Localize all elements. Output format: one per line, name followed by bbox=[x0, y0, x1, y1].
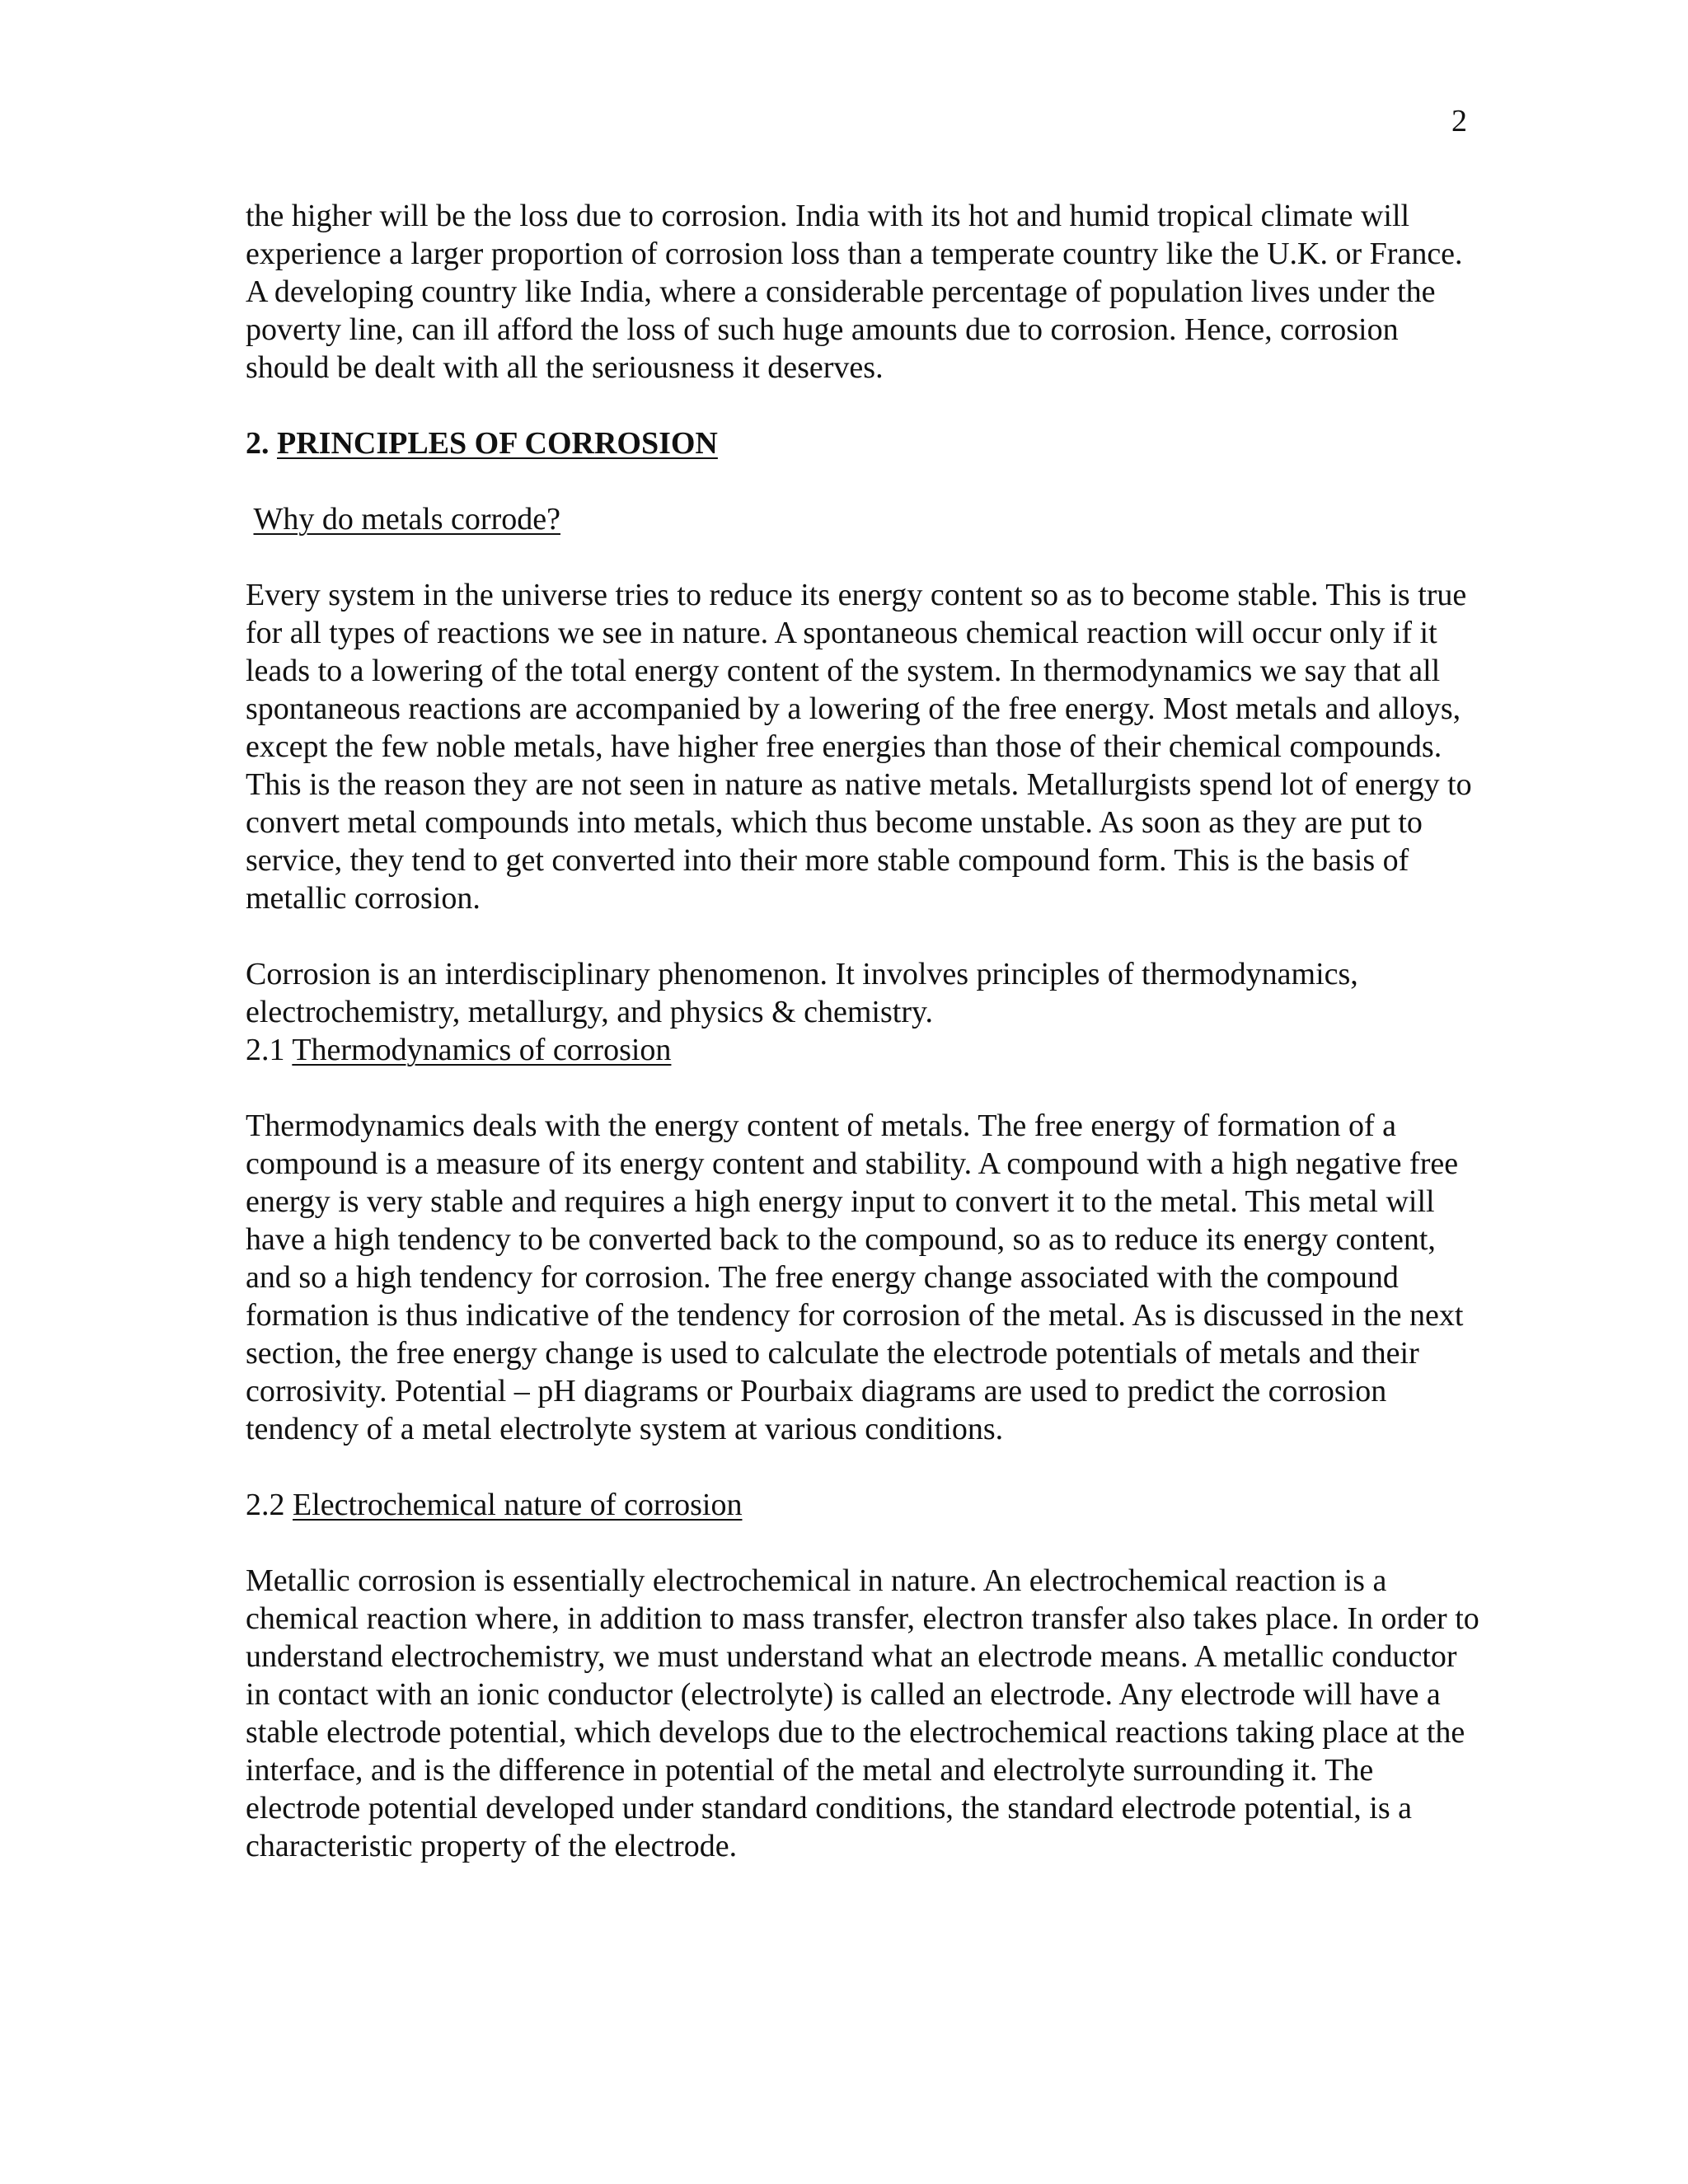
paragraph-electrochemical: Metallic corrosion is essentially electrochemical in nature. An electrochemical reaction is a chemical reaction where, in addition to mass transfer, electron transfer also takes place. In order to understand electrochemistry, we must understand what an electrode means. A metallic conductor in contact with an ionic conductor (electrolyte) is called an electrode. Any electrode will have a stable electrode potential, which develops due to the electrochemical reactions taking place at the interface, and is the difference in potential of the metal and electrolyte surrounding it. The electrode potential developed under standard conditions, the standard electrode potential, is a characteristic property of the electrode. bbox=[246, 1563, 1479, 1863]
question-heading bbox=[246, 500, 1482, 538]
subsection-title: Thermodynamics of corrosion bbox=[292, 1033, 672, 1067]
subsection-title: Electrochemical nature of corrosion bbox=[293, 1488, 743, 1522]
section-number: 2. bbox=[246, 426, 270, 461]
subsection-number: 2.1 bbox=[246, 1033, 285, 1067]
paragraph-energy: Every system in the universe tries to reduce its energy content so as to become stable. This is true for all types of reactions we see in nature. A spontaneous chemical reaction will occur only if it leads to a lowering of the total energy content of the system. In thermodynamics we say that all spontaneous reactions are accompanied by a lowering of the free energy. Most metals and alloys, except the few noble metals, have higher free energies than those of their chemical compounds. This is the reason they are not seen in nature as native metals. Metallurgists spend lot of energy to convert metal compounds into metals, which thus become unstable. As soon as they are put to service, they tend to get converted into their more stable compound form. This is the basis of metallic corrosion. bbox=[246, 578, 1472, 916]
paragraph-thermodynamics: Thermodynamics deals with the energy content of metals. The free energy of formation of a compound is a measure of its energy content and stability. A compound with a high negative free energy is very stable and requires a high energy input to convert it to the metal. This metal will have a high tendency to be converted back to the compound, so as to reduce its energy content, and so a high tendency for corrosion. The free energy change associated with the compound formation is thus indicative of the tendency for corrosion of the metal. As is discussed in the next section, the free energy change is used to calculate the electrode potentials of metals and their corrosivity. Potential – pH diagrams or Pourbaix diagrams are used to predict the corrosion tendency of a metal electrolyte system at various conditions. bbox=[246, 1108, 1464, 1446]
section-title: PRINCIPLES OF CORROSION bbox=[277, 426, 718, 461]
subsection-heading-electrochemical bbox=[246, 1486, 1482, 1524]
question-text: Why do metals corrode? bbox=[253, 502, 560, 537]
subsection-number: 2.2 bbox=[246, 1488, 285, 1522]
section-heading bbox=[246, 424, 1482, 462]
intro-paragraph: the higher will be the loss due to corrosion. India with its hot and humid tropical climate will experience a larger proportion of corrosion loss than a temperate country like the U.K. or France. A developing country like India, where a considerable percentage of population lives under the poverty line, can ill afford the loss of such huge amounts due to corrosion. Hence, corrosion should be dealt with all the seriousness it deserves. bbox=[246, 199, 1463, 385]
paragraph-interdisciplinary: Corrosion is an interdisciplinary phenomenon. It involves principles of thermodynamics, electrochemistry, metallurgy, and physics & chemistry. bbox=[246, 957, 1358, 1029]
subsection-heading-thermodynamics bbox=[246, 1031, 1482, 1069]
document-body bbox=[246, 197, 1482, 1903]
page-number: 2 bbox=[1451, 104, 1467, 138]
